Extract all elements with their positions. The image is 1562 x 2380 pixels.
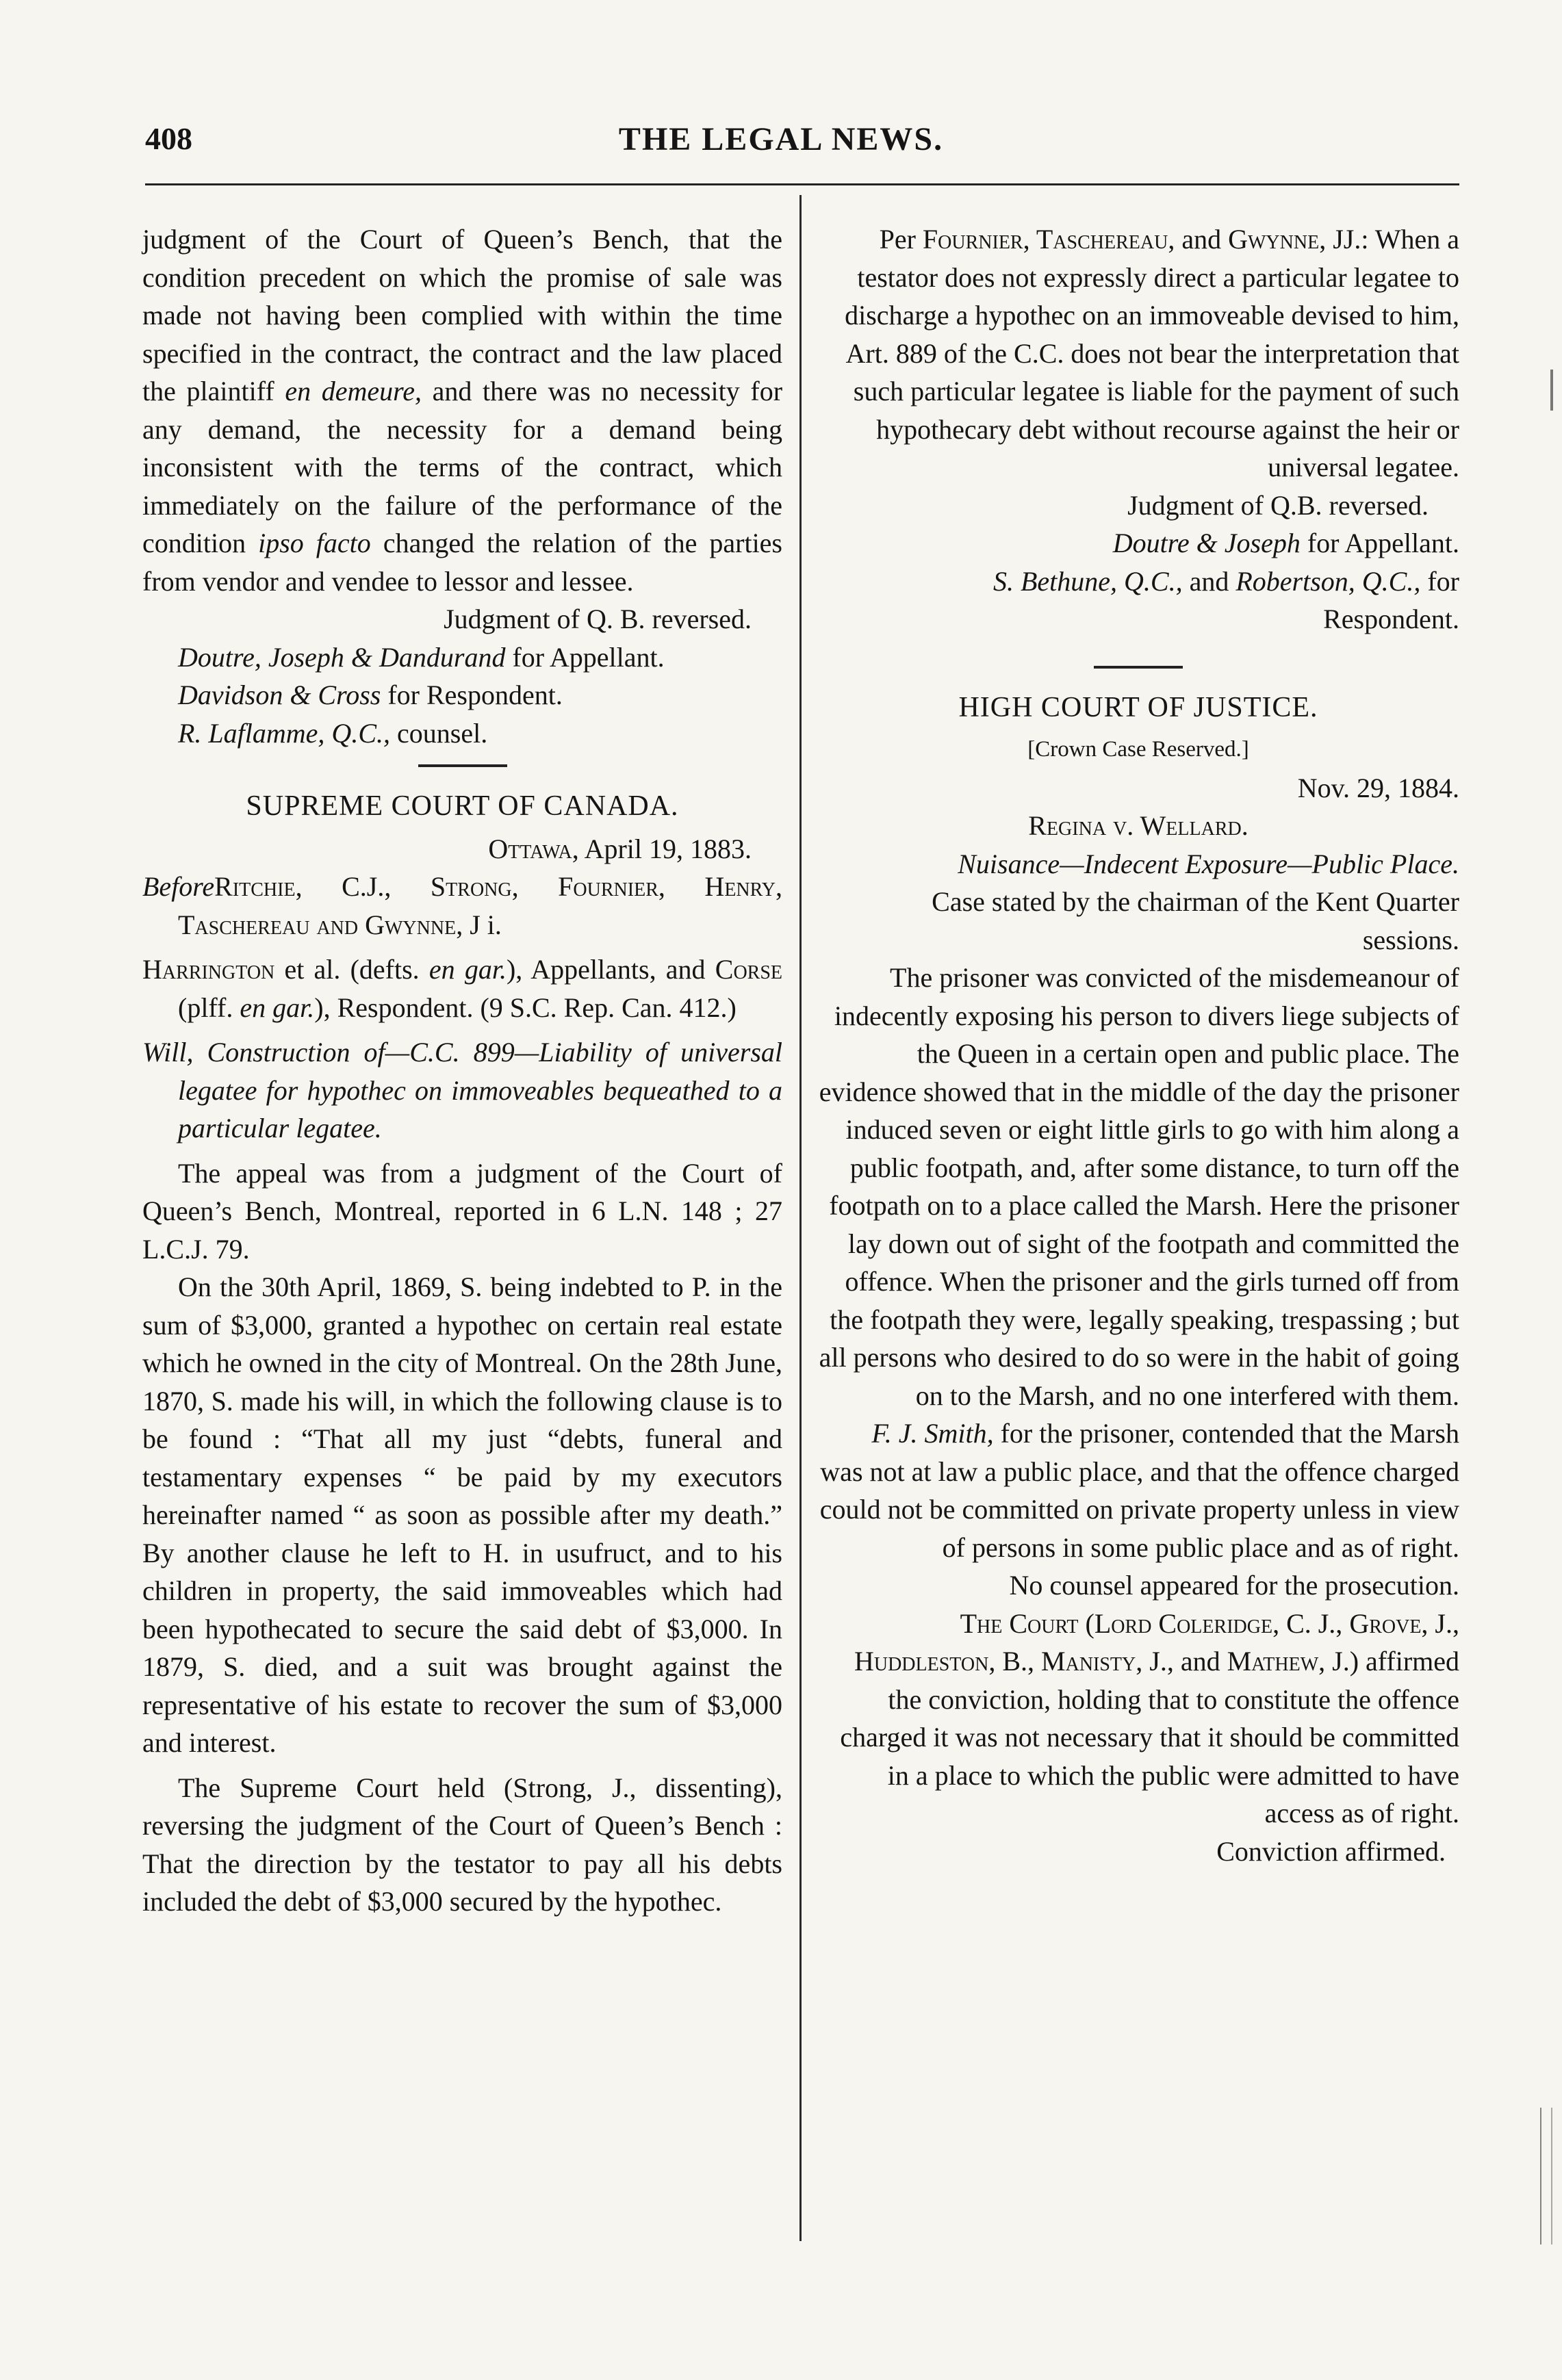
right-paragraph-1: Per Fournier, Taschereau, and Gwynne, JJ.: When a testator does not expressly direct a particular legatee to discharge a hypothec on an immoveable devised to him, Art. 889 of the C.C. does not bear the interpretation that such particular legatee is liable for the payment of such hypothecary debt without recourse against the heir or universal legatee. [845, 224, 1459, 482]
headnote: Will, Construction of—C.C. 899—Liability of universal legatee for hypothec on immoveables bequeathed to a particular legatee. [142, 1037, 782, 1143]
italic-phrase: en demeure, [285, 376, 422, 406]
right-paragraph-6: The Court (Lord Coleridge, C. J., Grove, J., Huddleston, B., Manisty, J., and Mathew, J.) affirmed the conviction, holding that to constitute the offence charged it was not necessary that it should be committed in a place to which the public were admitted to have access as of right. [840, 1607, 1459, 1828]
counsel-line: Doutre, Joseph & Dandurand for Appellant. [178, 641, 665, 673]
right-column [817, 220, 1459, 1870]
final-line: Conviction affirmed. [1216, 1835, 1446, 1867]
left-paragraph-4: The Supreme Court held (Strong, J., dissenting), reversing the judgment of the Court of Queen’s Bench : That the direction by the testator to pay all his debts included the debt of $3,000 secured by the hypothec. [142, 1772, 782, 1917]
left-paragraph-1: judgment of the Court of Queen’s Bench, that the condition precedent on which the promise of sale was made not having been complied with within the time specified in the contract, the contract and the law placed the plaintiff en demeure, and there was no necessity for any demand, the necessity for a demand being inconsistent with the terms of the contract, which immediately on the failure of the performance of the condition ipso facto changed the relation of the parties from vendor and vendee to lessor and lessee. [142, 224, 783, 597]
left-column [142, 220, 782, 1921]
right-paragraph-5: No counsel appeared for the prosecution. [1009, 1570, 1459, 1601]
header-rule [145, 183, 1459, 185]
left-paragraph-2: The appeal was from a judgment of the Court of Queen’s Bench, Montreal, reported in 6 L.N. 148 ; 27 L.C.J. 79. [142, 1157, 782, 1265]
left-paragraph-3: On the 30th April, 1869, S. being indebted to P. in the sum of $3,000, granted a hypothec on certain real estate which he owned in the city of Montreal. On the 28th June, 1870, S. made his will, in which the following clause is to be found : “That all my just “debts, funeral and testamentary expenses “ be paid by my executors hereinafter named “ as soon as possible after my death.” By another clause he left to H. in usufruct, and to his children in property, the said immoveables which had been hypothecated to secure the said debt of $3,000. In 1879, S. died, and a suit was brought against the representative of his estate to recover the sum of $3,000 and interest. [142, 1271, 782, 1758]
counsel-line: S. Bethune, Q.C., and Robertson, Q.C., for Respondent. [993, 565, 1459, 634]
section-divider [418, 764, 507, 767]
counsel-line: Doutre & Joseph for Appellant. [1112, 528, 1459, 558]
court-heading: SUPREME COURT OF CANADA. [246, 790, 679, 822]
headnote: Nuisance—Indecent Exposure—Public Place. [958, 848, 1459, 879]
dateline: Ottawa, April 19, 1883. [488, 833, 752, 864]
parties-line: Harrington et al. (defts. en gar.), Appellants, and Corse (plff. en gar.), Respondent. (9 S.C. Rep. Can. 412.) [142, 954, 783, 1023]
bench-line: BeforeRitchie, C.J., Strong, Fournier, Henry, Taschereau and Gwynne, J i. [142, 871, 782, 940]
right-paragraph-4: F. J. Smith, for the prisoner, contended that the Marsh was not at law a public place, and that the offence charged could not be committed on private property unless in view of persons in some public place and as of right. [819, 1418, 1459, 1563]
italic-phrase: ipso facto [258, 528, 371, 558]
dateline: Nov. 29, 1884. [1297, 772, 1459, 803]
right-paragraph-2: Case stated by the chairman of the Kent Quarter sessions. [932, 886, 1459, 955]
column-divider [799, 195, 802, 2241]
right-paragraph-3: The prisoner was convicted of the misdemeanour of indecently exposing his person to divers liege subjects of the Queen in a certain open and public place. The evidence showed that in the middle of the day the prisoner induced seven or eight little girls to go with him along a public footpath, and, after some distance, to turn off the footpath on to a place called the Marsh. Here the prisoner lay down out of sight of the footpath and committed the offence. When the prisoner and the girls turned off from the footpath they were, legally speaking, trespassing ; but all persons who desired to do so were in the habit of going on to the Marsh, and no one interfered with them. [819, 962, 1459, 1411]
reserved-label: [Crown Case Reserved.] [1027, 737, 1249, 762]
counsel-line: Davidson & Cross for Respondent. [178, 680, 563, 710]
court-heading: HIGH COURT OF JUSTICE. [958, 691, 1318, 723]
judgment-line: Judgment of Q. B. reversed. [444, 604, 752, 634]
section-divider [1094, 666, 1183, 669]
scan-mark [1550, 370, 1553, 411]
case-name: Regina v. Wellard. [1028, 810, 1249, 841]
judgment-line: Judgment of Q.B. reversed. [1127, 489, 1429, 521]
counsel-line: R. Laflamme, Q.C., counsel. [178, 717, 488, 749]
page-number: 408 [145, 121, 192, 156]
running-head: THE LEGAL NEWS. [618, 121, 944, 157]
scan-mark [1540, 2108, 1552, 2245]
